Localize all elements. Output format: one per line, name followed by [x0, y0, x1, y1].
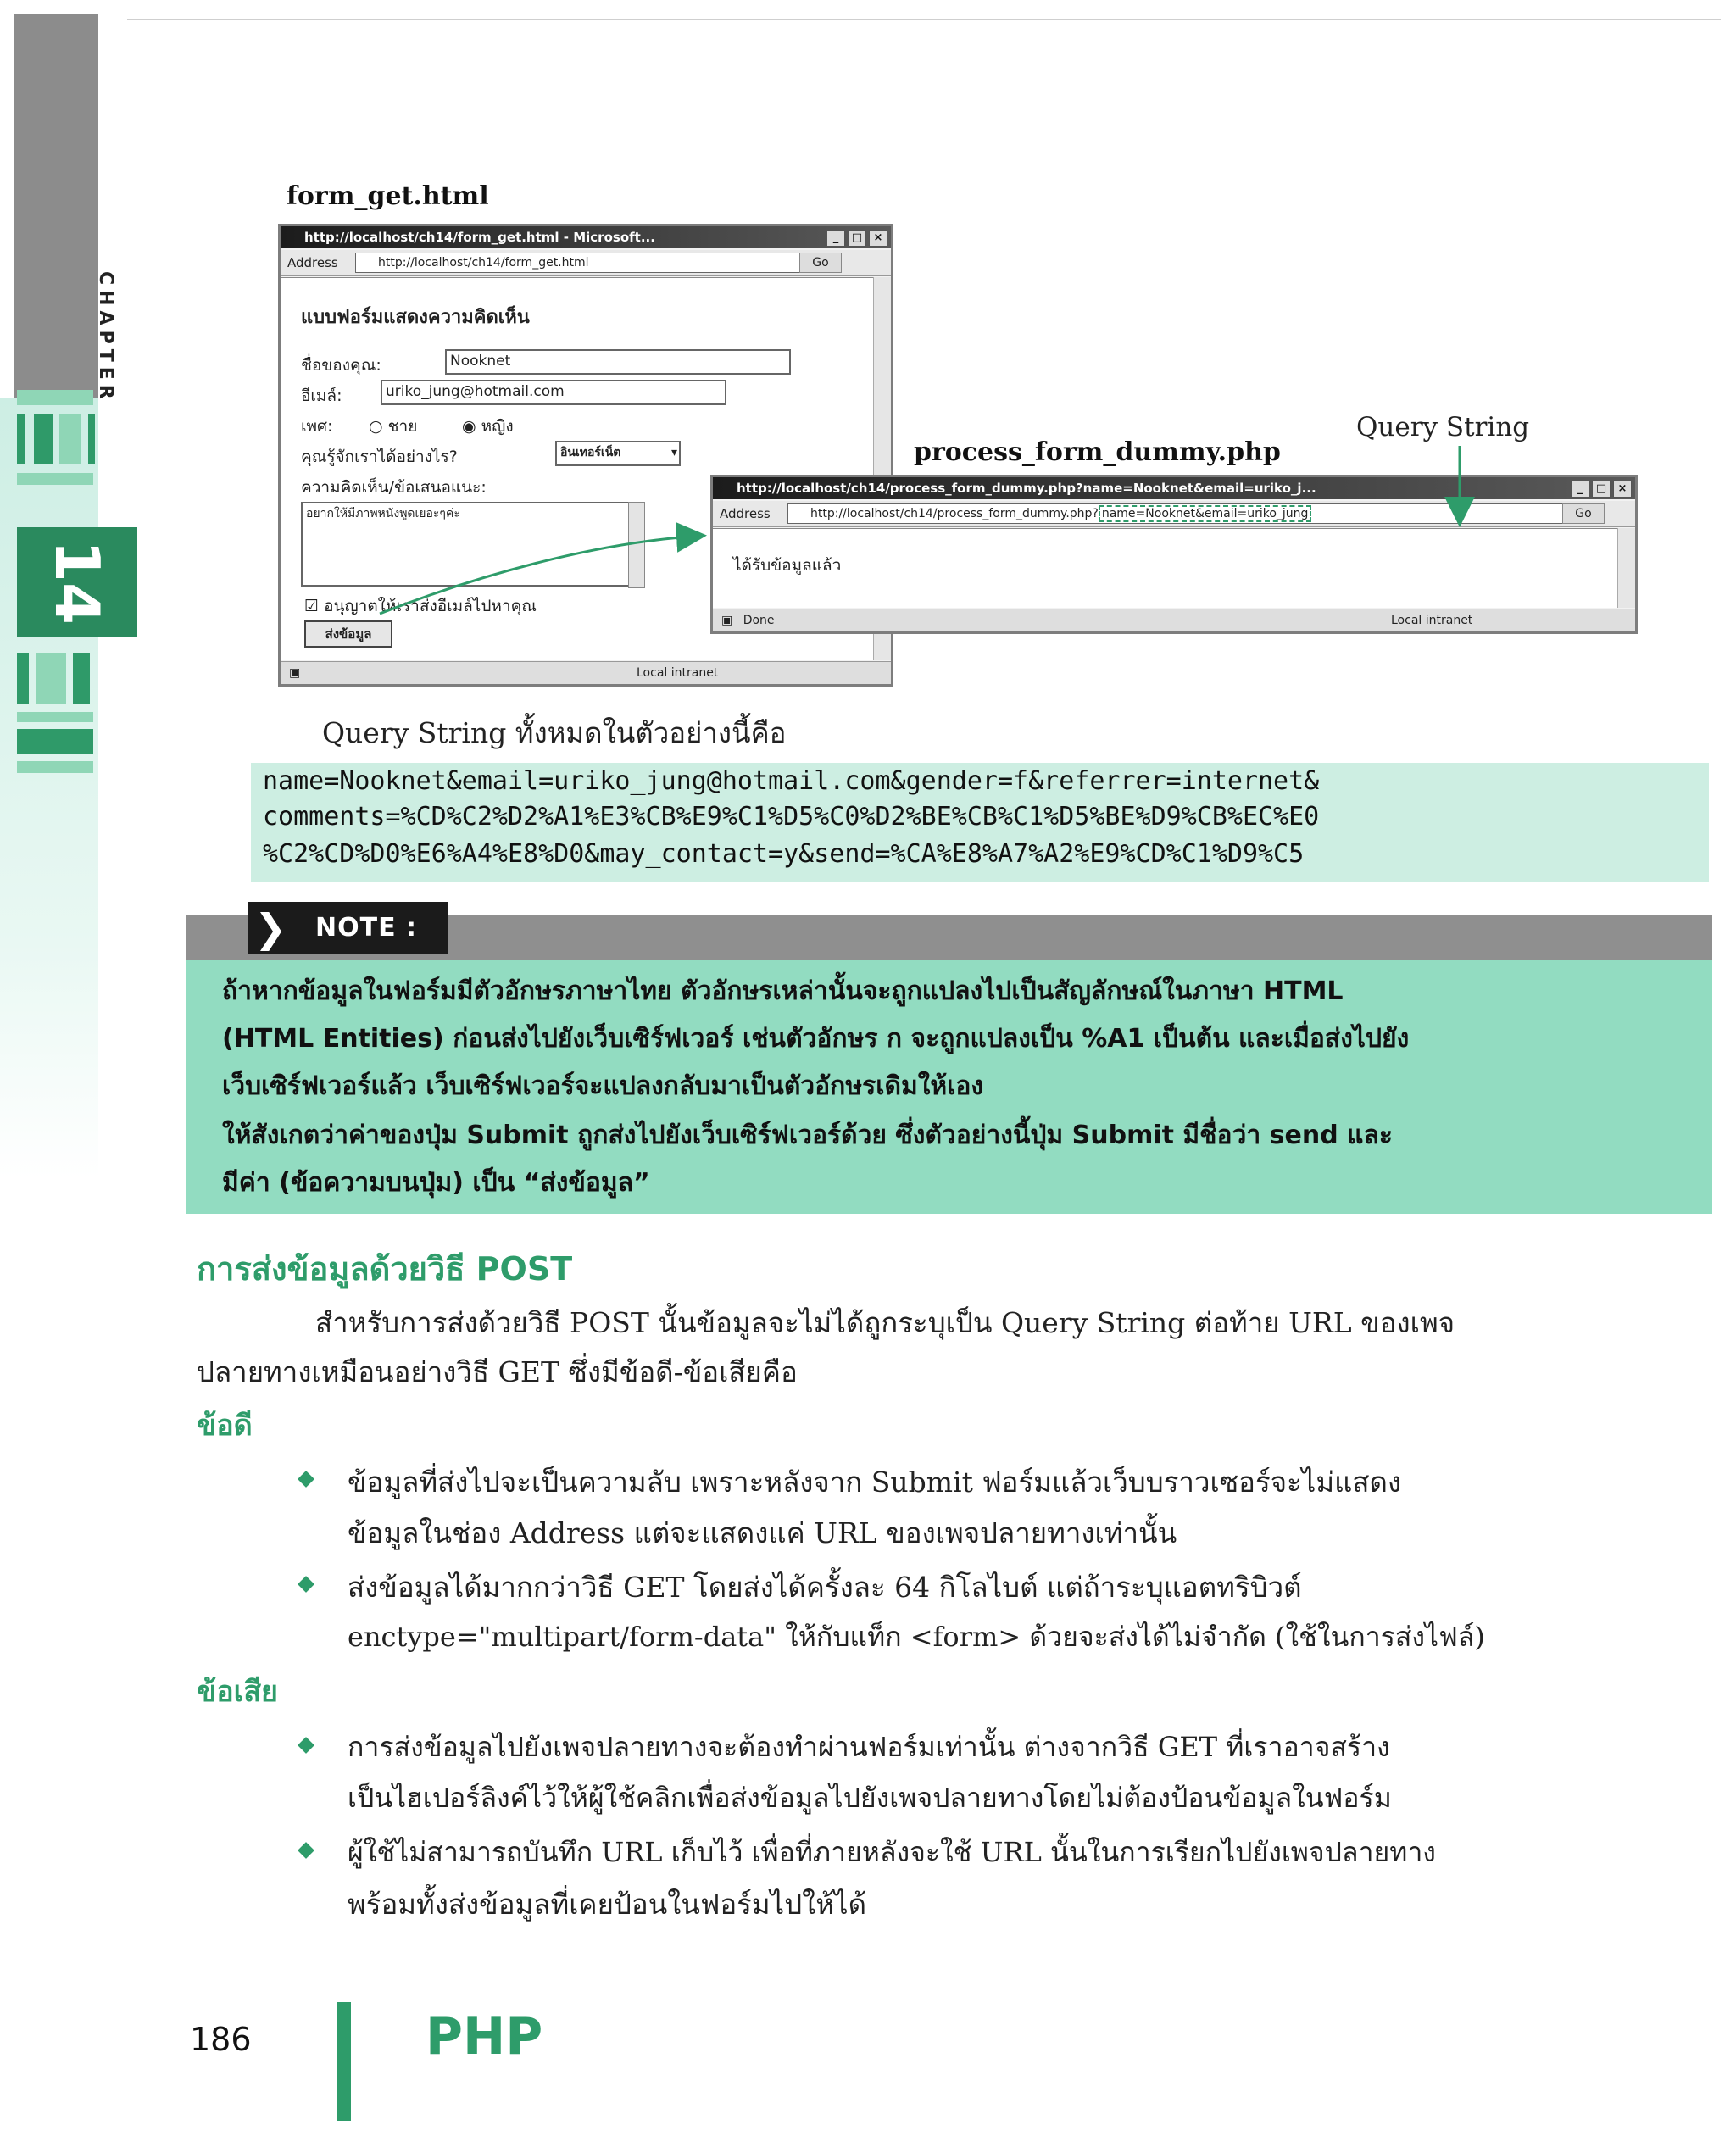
note-line: มีค่า (ข้อความบนปุ่ม) เป็น “ส่งข้อมูล”	[222, 1168, 650, 1198]
submit-button[interactable]: ส่งข้อมูล	[304, 620, 392, 648]
close-button[interactable]: ×	[869, 230, 887, 247]
name-input[interactable]: Nooknet	[445, 349, 791, 375]
comments-label: ความคิดเห็น/ข้อเสนอแนะ:	[301, 478, 487, 497]
pros-heading: ข้อดี	[197, 1409, 253, 1443]
gender-female-radio[interactable]: ◉ หญิง	[462, 417, 514, 436]
maximize-button[interactable]: □	[1592, 481, 1611, 498]
page-icon: ▣	[289, 666, 301, 680]
pros-item-line: ข้อมูลในช่อง Address แต่จะแสดงแค่ URL ของเพจปลายทางเท่านั้น	[348, 1516, 1177, 1549]
referrer-label: คุณรู้จักเราได้อย่างไร?	[301, 448, 458, 466]
minimize-button[interactable]: _	[826, 230, 845, 247]
email-input[interactable]: uriko_jung@hotmail.com	[381, 380, 726, 405]
figure-label-form-get: form_get.html	[287, 181, 489, 211]
pros-item-line: ข้อมูลที่ส่งไปจะเป็นความลับ เพราะหลังจาก Submit ฟอร์มแล้วเว็บบราวเซอร์จะไม่แสดง	[348, 1466, 1402, 1499]
note-line: เว็บเซิร์ฟเวอร์แล้ว เว็บเซิร์ฟเวอร์จะแปลงกลับมาเป็นตัวอักษรเดิมให้เอง	[222, 1071, 984, 1101]
pros-item-line: ส่งข้อมูลได้มากกว่าวิธี GET โดยส่งได้ครั้งละ 64 กิโลไบต์ แต่ถ้าระบุแอตทริบิวต์	[348, 1571, 1302, 1604]
note-line: ถ้าหากข้อมูลในฟอร์มมีตัวอักษรภาษาไทย ตัวอักษรเหล่านั้นจะถูกแปลงไปเป็นสัญลักษณ์ในภาษา HTML	[222, 976, 1344, 1006]
footer-title: PHP	[426, 2007, 543, 2066]
cons-item-line: ผู้ใช้ไม่สามารถบันทึก URL เก็บไว้ เพื่อที่ภายหลังจะใช้ URL นั้นในการเรียกไปยังเพจปลายทาง	[348, 1836, 1436, 1868]
query-line-3: %C2%CD%D0%E6%A4%E8%D0&may_contact=y&send=%CA%E8%A7%A2%E9%CD%C1%D9%C5	[263, 839, 1305, 869]
gender-male-radio[interactable]: ○ ชาย	[369, 417, 418, 436]
cons-heading: ข้อเสีย	[197, 1675, 278, 1709]
pros-item-line: enctype="multipart/form-data" ให้กับแท็ก <form> ด้วยจะส่งได้ไม่จำกัด (ใช้ในการส่งไฟล์)	[348, 1621, 1485, 1653]
address-label: Address	[720, 506, 771, 521]
comments-textarea[interactable]: อยากให้มีภาพหนังพูดเยอะๆค่ะ	[301, 502, 630, 587]
figure-arrows	[0, 0, 1736, 848]
gender-female-label: หญิง	[481, 417, 514, 436]
query-intro: Query String ทั้งหมดในตัวอย่างนี้คือ	[322, 716, 787, 749]
gender-male-label: ชาย	[387, 417, 418, 436]
note-line: ให้สังเกตว่าค่าของปุ่ม Submit ถูกส่งไปยังเว็บเซิร์ฟเวอร์ด้วย ซึ่งตัวอย่างนี้ปุ่ม Submit มีชื่อว่า send และ	[222, 1121, 1393, 1150]
chapter-word: CHAPTER	[95, 271, 116, 404]
chevron-down-icon: ▾	[670, 446, 677, 459]
submit-arrow	[380, 536, 702, 614]
received-message: ได้รับข้อมูลแล้ว	[733, 556, 842, 575]
page-icon: ▣	[721, 614, 733, 627]
cons-item-line: การส่งข้อมูลไปยังเพจปลายทางจะต้องทำผ่านฟอร์มเท่านั้น ต่างจากวิธี GET ที่เราอาจสร้าง	[348, 1731, 1390, 1763]
intro-line: ปลายทางเหมือนอย่างวิธี GET ซึ่งมีข้อดี-ข้อเสียคือ	[197, 1355, 798, 1388]
window-title: http://localhost/ch14/process_form_dummy.php?name=Nooknet&email=uriko_j...	[737, 481, 1316, 496]
window-title: http://localhost/ch14/form_get.html - Microsoft...	[304, 230, 655, 245]
chevron-right-icon: ❯	[254, 905, 287, 951]
address-label: Address	[287, 255, 338, 270]
email-label: อีเมล์:	[301, 387, 342, 405]
status-zone: Local intranet	[1391, 614, 1473, 627]
figure-label-process-form: process_form_dummy.php	[914, 437, 1281, 467]
form-heading: แบบฟอร์มแสดงความคิดเห็น	[301, 307, 530, 328]
footer-divider	[337, 2002, 351, 2121]
address-query-highlight: name=Nooknet&email=uriko_jung	[1099, 505, 1312, 522]
note-tag: NOTE :	[248, 902, 448, 954]
contact-checkbox[interactable]: ☑ อนุญาตให้เราส่งอีเมล์ไปหาคุณ	[304, 597, 537, 615]
status-done: Done	[743, 614, 775, 627]
note-line: (HTML Entities) ก่อนส่งไปยังเว็บเซิร์ฟเวอร์ เช่นตัวอักษร ก จะถูกแปลงเป็น %A1 เป็นต้น และเมื่อส่งไปยัง	[222, 1024, 1410, 1054]
query-line-1: name=Nooknet&email=uriko_jung@hotmail.com&gender=f&referrer=internet&	[263, 766, 1320, 796]
gender-label: เพศ:	[301, 417, 333, 436]
bullet-icon	[298, 1737, 314, 1754]
intro-line: สำหรับการส่งด้วยวิธี POST นั้นข้อมูลจะไม่ได้ถูกระบุเป็น Query String ต่อท้าย URL ของเพจ	[315, 1306, 1455, 1339]
go-button[interactable]: Go	[1562, 503, 1605, 524]
address-prefix: http://localhost/ch14/process_form_dummy.php?	[810, 507, 1099, 520]
name-label: ชื่อของคุณ:	[301, 356, 381, 375]
go-button[interactable]: Go	[799, 253, 842, 273]
minimize-button[interactable]: _	[1571, 481, 1589, 498]
bullet-icon	[298, 1842, 314, 1859]
chapter-number-text: 14	[41, 539, 113, 626]
query-line-2: comments=%CD%C2%D2%A1%E3%CB%E9%C1%D5%C0%D2%BE%CB%C1%D5%BE%D9%CB%EC%E0	[263, 802, 1320, 832]
referrer-value: อินเทอร์เน็ต	[560, 446, 621, 459]
cons-item-line: เป็นไฮเปอร์ลิงค์ไว้ให้ผู้ใช้คลิกเพื่อส่งข้อมูลไปยังเพจปลายทางโดยไม่ต้องป้อนข้อมูลในฟอร์ม	[348, 1782, 1392, 1814]
contact-label: อนุญาตให้เราส่งอีเมล์ไปหาคุณ	[324, 597, 537, 615]
status-zone: Local intranet	[637, 666, 719, 680]
bullet-icon	[298, 1471, 314, 1488]
figure-label-query-string: Query String	[1356, 412, 1530, 442]
close-button[interactable]: ×	[1613, 481, 1632, 498]
cons-item-line: พร้อมทั้งส่งข้อมูลที่เคยป้อนในฟอร์มไปให้ได้	[348, 1888, 867, 1921]
section-heading-post: การส่งข้อมูลด้วยวิธี POST	[197, 1250, 573, 1288]
bullet-icon	[298, 1576, 314, 1593]
maximize-button[interactable]: □	[848, 230, 866, 247]
address-input[interactable]: http://localhost/ch14/form_get.html	[355, 253, 813, 273]
page-number: 186	[190, 2021, 252, 2058]
